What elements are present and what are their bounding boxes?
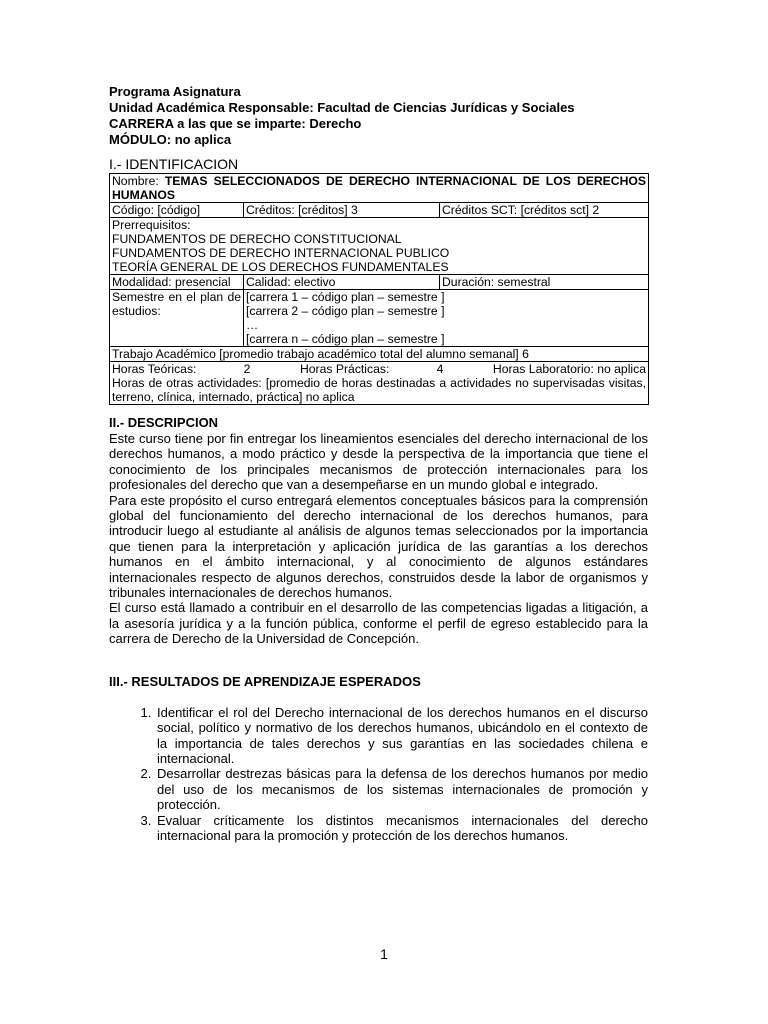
semester-label: Semestre en el plan de estudios: bbox=[110, 290, 244, 347]
prerequisite-item: FUNDAMENTOS DE DERECHO INTERNACIONAL PUBLICO bbox=[112, 246, 450, 260]
practice-hours-label: Horas Prácticas: bbox=[299, 362, 390, 376]
semester-plan-item: [carrera 2 – código plan – semestre ] bbox=[246, 304, 445, 318]
practice-hours-value: 4 bbox=[436, 362, 444, 376]
section-identificacion-title: I.- IDENTIFICACION bbox=[109, 156, 239, 172]
header-line-module: MÓDULO: no aplica bbox=[109, 132, 232, 147]
course-name-cell bbox=[110, 174, 649, 203]
semester-plans-cell bbox=[244, 290, 649, 347]
semester-plan-item: [carrera n – código plan – semestre ] bbox=[246, 332, 445, 346]
document-page bbox=[109, 84, 648, 843]
course-duration: Duración: semestral bbox=[440, 275, 649, 290]
program-header bbox=[109, 84, 648, 148]
header-line-program: Programa Asignatura bbox=[109, 84, 241, 99]
hours-row bbox=[112, 362, 646, 376]
learning-outcome-item: 3. Evaluar críticamente los distintos mecanismos internacionales del derecho internacional para la promoción y protección de los derechos humanos. bbox=[155, 813, 648, 844]
course-name-label: Nombre: bbox=[112, 174, 159, 188]
semester-plan-item: … bbox=[246, 318, 259, 332]
practice-hours bbox=[300, 362, 443, 376]
theory-hours bbox=[112, 362, 250, 376]
theory-hours-value: 2 bbox=[243, 362, 251, 376]
header-line-unit: Unidad Académica Responsable: Facultad de Ciencias Jurídicas y Sociales bbox=[109, 100, 575, 115]
hours-cell bbox=[110, 362, 649, 405]
page-number: 1 bbox=[380, 946, 388, 962]
lab-hours: Horas Laboratorio: no aplica bbox=[492, 362, 647, 376]
course-name-value: TEMAS SELECCIONADOS DE DERECHO INTERNACIONAL DE LOS DERECHOS HUMANOS bbox=[112, 174, 647, 202]
learning-outcomes-list bbox=[109, 705, 648, 844]
course-credits: Créditos: [créditos] 3 bbox=[244, 203, 440, 218]
prerequisite-item: FUNDAMENTOS DE DERECHO CONSTITUCIONAL bbox=[112, 232, 402, 246]
section-resultados-title: III.- RESULTADOS DE APRENDIZAJE ESPERADOS bbox=[109, 673, 421, 689]
course-credits-sct: Créditos SCT: [créditos sct] 2 bbox=[440, 203, 649, 218]
course-modality: Modalidad: presencial bbox=[110, 275, 244, 290]
other-activities-hours: Horas de otras actividades: [promedio de horas destinadas a actividades no supervisadas visitas, terreno, clínica, internado, práctica] no aplica bbox=[112, 376, 647, 404]
semester-plan-item: [carrera 1 – código plan – semestre ] bbox=[246, 290, 445, 304]
prerequisites-cell bbox=[110, 218, 649, 275]
prerequisite-item: TEORÍA GENERAL DE LOS DERECHOS FUNDAMENTALES bbox=[112, 260, 449, 274]
academic-work: Trabajo Académico [promedio trabajo académico total del alumno semanal] 6 bbox=[110, 347, 649, 362]
identification-table bbox=[109, 173, 649, 405]
header-line-career: CARRERA a las que se imparte: Derecho bbox=[109, 116, 362, 131]
description-paragraph: Para este propósito el curso entregará elementos conceptuales básicos para la comprensión global del funcionamiento del derecho internacional de los derechos humanos, para introducir luego al estudiante al análisis de algunos temas seleccionados por la importancia que tienen para la interpretación y aplicación jurídica de las garantías a los derechos humanos en el ámbito internacional, y al conocimiento de algunos estándares internacionales respecto de algunos derechos, construidos desde la labor de organismos y tribunales internacionales de derechos humanos. bbox=[109, 492, 648, 601]
description-paragraph: El curso está llamado a contribuir en el desarrollo de las competencias ligadas a litigación, a la asesoría jurídica y a la función pública, conforme el perfil de egreso establecido para la carrera de Derecho de la Universidad de Concepción. bbox=[109, 600, 648, 647]
course-code: Código: [código] bbox=[110, 203, 244, 218]
description-paragraph: Este curso tiene por fin entregar los lineamientos esenciales del derecho internacional de los derechos humanos, a modo práctico y desde la perspectiva de la importancia que tiene el conocimiento de los principales mecanismos de protección internacionales para los profesionales del derecho que van a desempeñarse en un mundo global e integrado. bbox=[109, 431, 648, 493]
course-quality: Calidad: electivo bbox=[244, 275, 440, 290]
theory-hours-label: Horas Teóricas: bbox=[112, 362, 197, 376]
learning-outcome-item: 2. Desarrollar destrezas básicas para la defensa de los derechos humanos por medio del uso de los mecanismos de los sistemas internacionales de promoción y protección. bbox=[155, 766, 648, 812]
learning-outcome-item: 1. Identificar el rol del Derecho internacional de los derechos humanos en el discurso social, político y normativo de los derechos humanos, ubicándolo en el contexto de la importancia de tales derechos y sus garantías en las sociedades chilena e internacional. bbox=[155, 705, 648, 767]
section-descripcion-title: II.- DESCRIPCION bbox=[109, 415, 219, 430]
prerequisites-label: Prerrequisitos: bbox=[112, 218, 191, 232]
